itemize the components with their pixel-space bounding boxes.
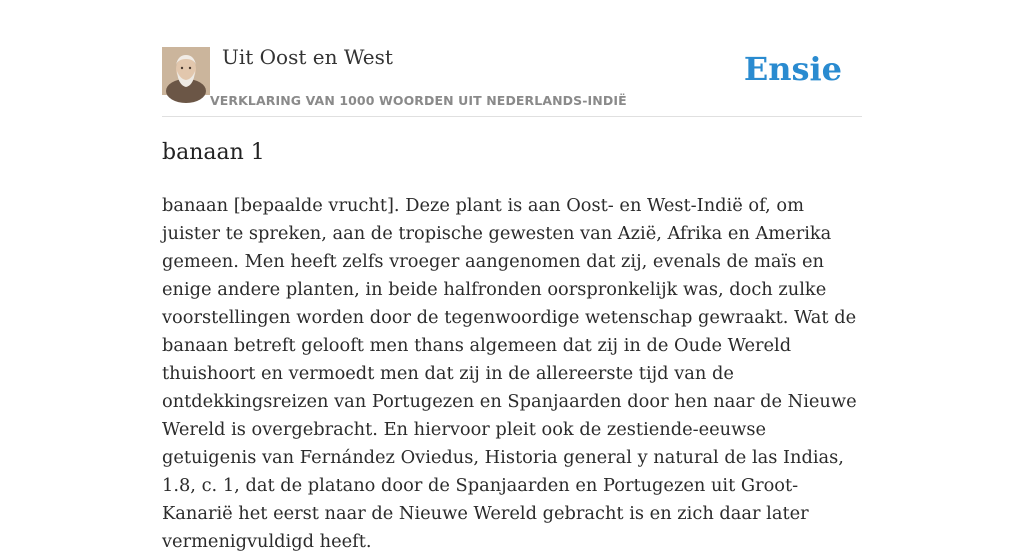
site-title[interactable]: Uit Oost en West (222, 45, 393, 69)
brand-logo[interactable]: Ensie (743, 50, 842, 88)
site-subtitle: VERKLARING VAN 1000 WOORDEN UIT NEDERLANDS-INDIË (210, 93, 627, 108)
avatar[interactable] (162, 47, 210, 95)
site-header (162, 40, 862, 117)
entry-title: banaan 1 (162, 140, 265, 165)
entry-body: banaan [bepaalde vrucht]. Deze plant is aan Oost- en West-Indië of, om juister te spreken, aan de tropische gewesten van Azië, Afrika en Amerika gemeen. Men heeft zelfs vroeger aangenomen dat zij, evenals de maïs en enige andere planten, in beide halfronden oorspronkelijk was, doch zulke voorstellingen worden door de tegenwoordige wetenschap gewraakt. Wat de banaan betreft gelooft men thans algemeen dat zij in de Oude Wereld thuishoort en vermoedt men dat zij in de allereerste tijd van de ontdekkingsreizen van Portugezen en Spanjaarden door hen naar de Nieuwe Wereld is overgebracht. En hiervoor pleit ook de zestiende-eeuwse getuigenis van Fernández Oviedus, Historia general y natural de las Indias, 1.8, c. 1, dat de platano door de Spanjaarden en Portugezen uit Groot-Kanarië het eerst naar de Nieuwe Wereld gebracht is en zich daar later vermenigvuldigd heeft. (162, 195, 857, 552)
author-portrait-icon (162, 47, 210, 95)
